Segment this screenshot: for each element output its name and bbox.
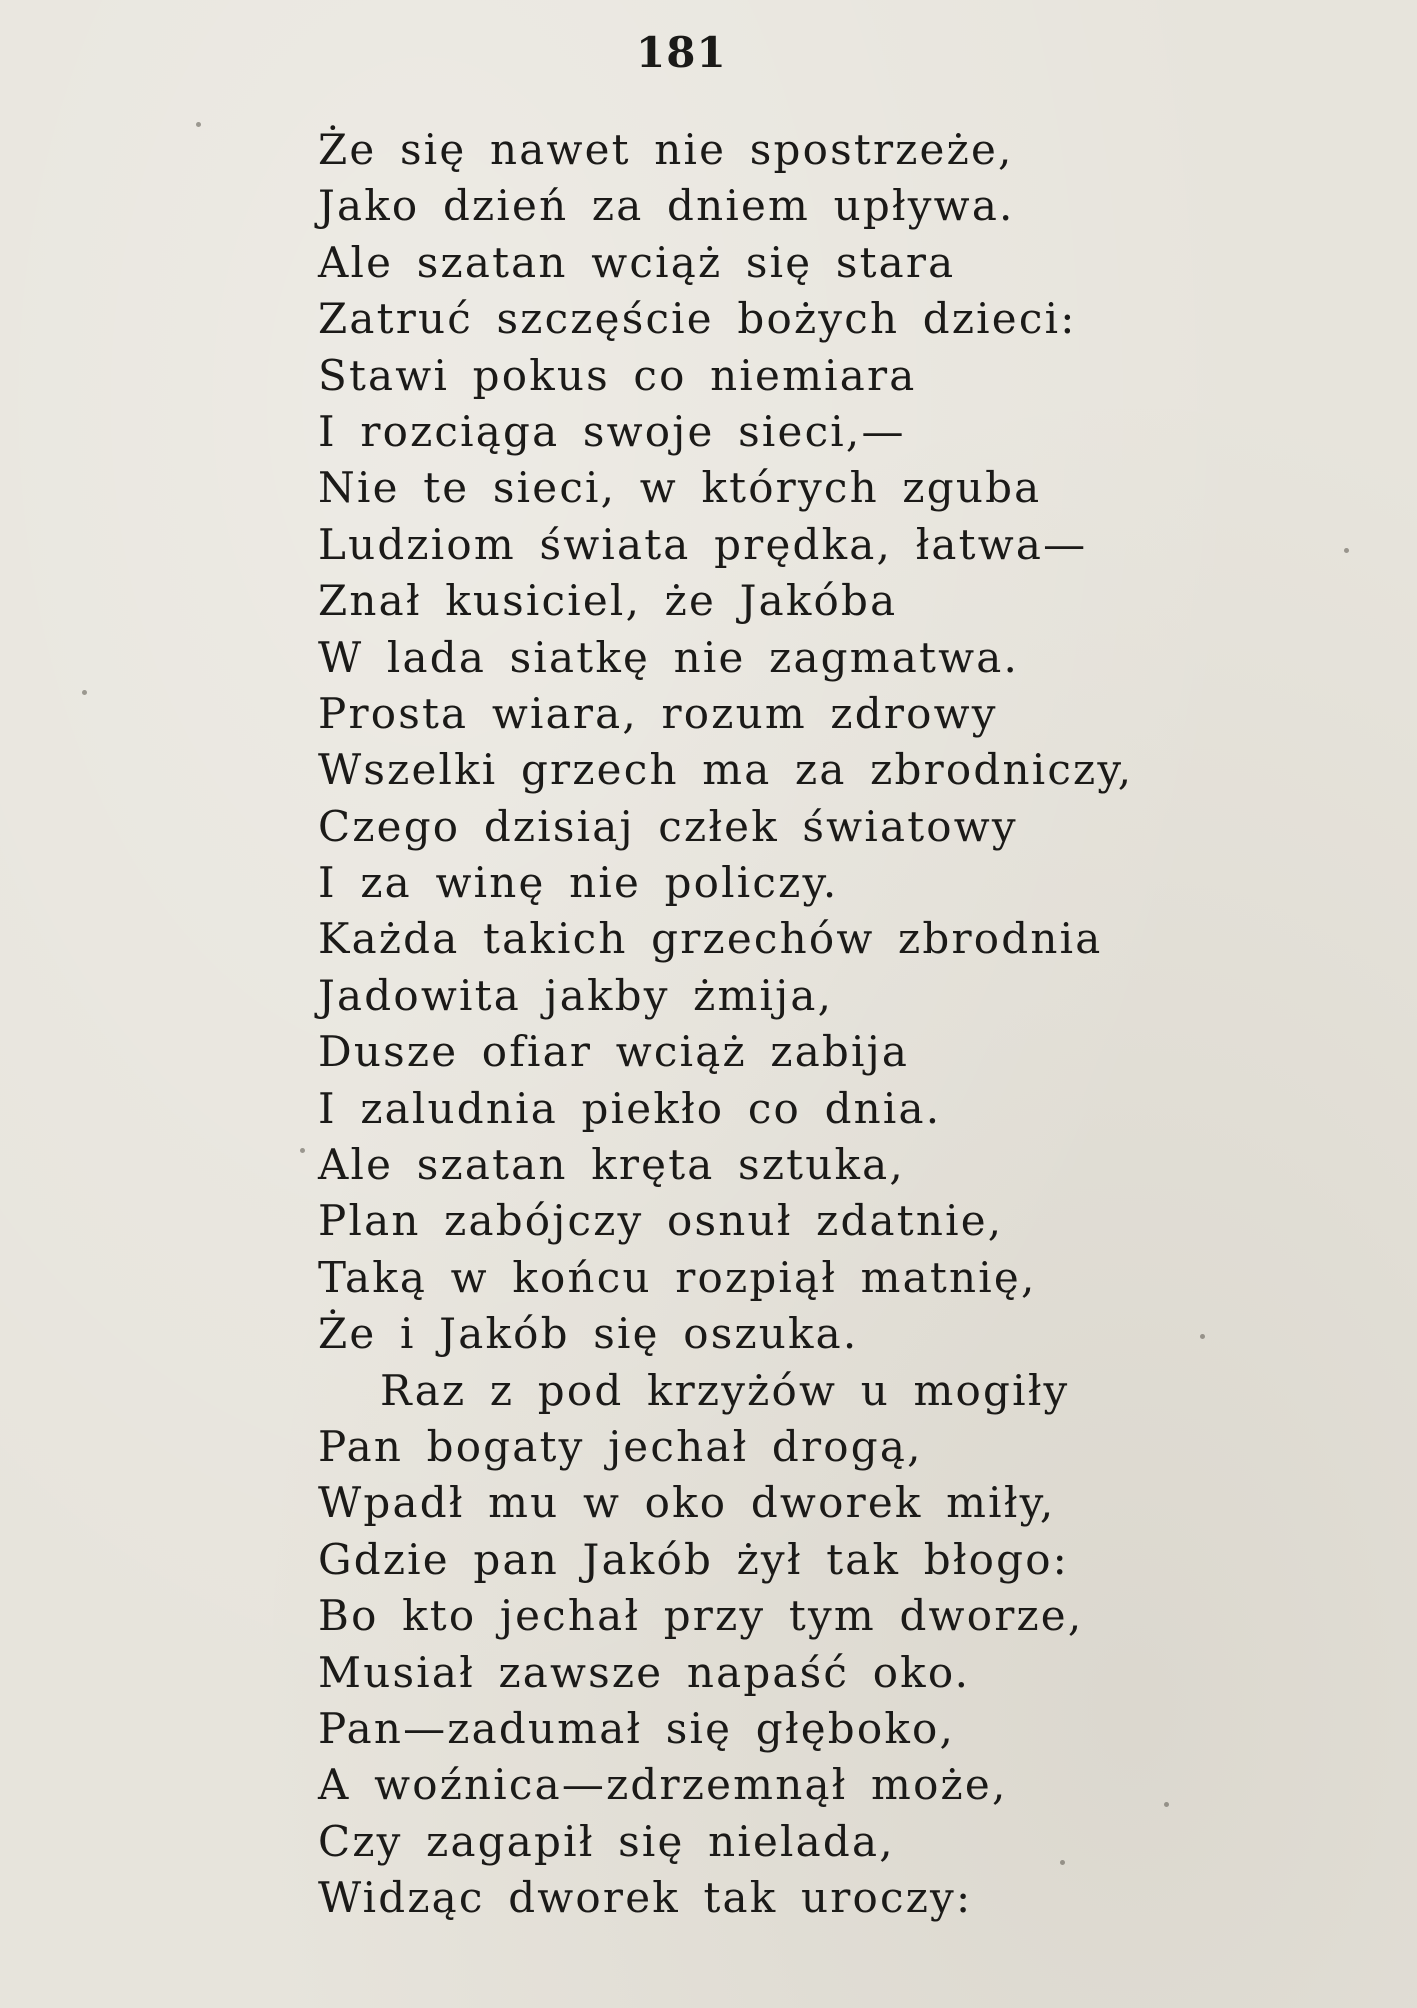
poem-line: Plan zabójczy osnuł zdatnie, — [318, 1196, 1004, 1246]
poem-line: Ale szatan wciąż się stara — [318, 237, 956, 287]
poem-line: Musiał zawsze napaść oko. — [318, 1647, 971, 1697]
paper-speck — [1344, 548, 1349, 553]
poem-line: Stawi pokus co niemiara — [318, 350, 917, 400]
poem-line: I za winę nie policzy. — [318, 858, 839, 908]
poem-line: Czy zagapił się nielada, — [318, 1816, 895, 1866]
poem-line: W lada siatkę nie zagmatwa. — [318, 632, 1020, 682]
poem-line: Wpadł mu w oko dworek miły, — [318, 1478, 1056, 1528]
poem-line: Jako dzień za dniem upływa. — [318, 181, 1015, 231]
poem-line: Jadowita jakby żmija, — [318, 970, 834, 1020]
poem-line: Taką w końcu rozpiął matnię, — [318, 1252, 1037, 1302]
poem-line: Czego dzisiaj człek światowy — [318, 801, 1018, 851]
poem-line: A woźnica—zdrzemnął może, — [318, 1760, 1008, 1810]
poem-line: Ale szatan kręta sztuka, — [318, 1140, 905, 1190]
poem-line: Widząc dworek tak uroczy: — [318, 1873, 973, 1923]
poem-line: Że i Jakób się oszuka. — [318, 1309, 859, 1359]
poem-line: Dusze ofiar wciąż zabija — [318, 1027, 910, 1077]
poem-line: Nie te sieci, w których zguba — [318, 463, 1042, 513]
poem-line: Raz z pod krzyżów u mogiły — [380, 1365, 1070, 1415]
poem-line: Pan bogaty jechał drogą, — [318, 1421, 923, 1471]
poem-line: Znał kusiciel, że Jakóba — [318, 576, 898, 626]
poem-text — [318, 122, 1318, 1927]
poem-line: Ludziom świata prędka, łatwa— — [318, 519, 1088, 569]
paper-speck — [1060, 1860, 1065, 1865]
poem-line: Gdzie pan Jakób żył tak błogo: — [318, 1534, 1070, 1584]
poem-line: I zaludnia piekło co dnia. — [318, 1083, 942, 1133]
poem-line: Każda takich grzechów zbrodnia — [318, 914, 1103, 964]
poem-line: Zatruć szczęście bożych dzieci: — [318, 294, 1077, 344]
poem-line: I rozciąga swoje sieci,— — [318, 406, 906, 456]
paper-speck — [1164, 1802, 1169, 1807]
paper-speck — [82, 690, 87, 695]
poem-line: Prosta wiara, rozum zdrowy — [318, 688, 998, 738]
paper-speck — [1200, 1334, 1205, 1339]
paper-speck — [300, 1148, 305, 1153]
poem-line: Pan—zadumał się głęboko, — [318, 1703, 956, 1753]
poem-line: Że się nawet nie spostrzeże, — [318, 125, 1014, 174]
paper-speck — [196, 122, 201, 127]
page-number: 181 — [636, 28, 727, 77]
poem-line: Bo kto jechał przy tym dworze, — [318, 1591, 1084, 1641]
poem-line: Wszelki grzech ma za zbrodniczy, — [318, 745, 1134, 795]
